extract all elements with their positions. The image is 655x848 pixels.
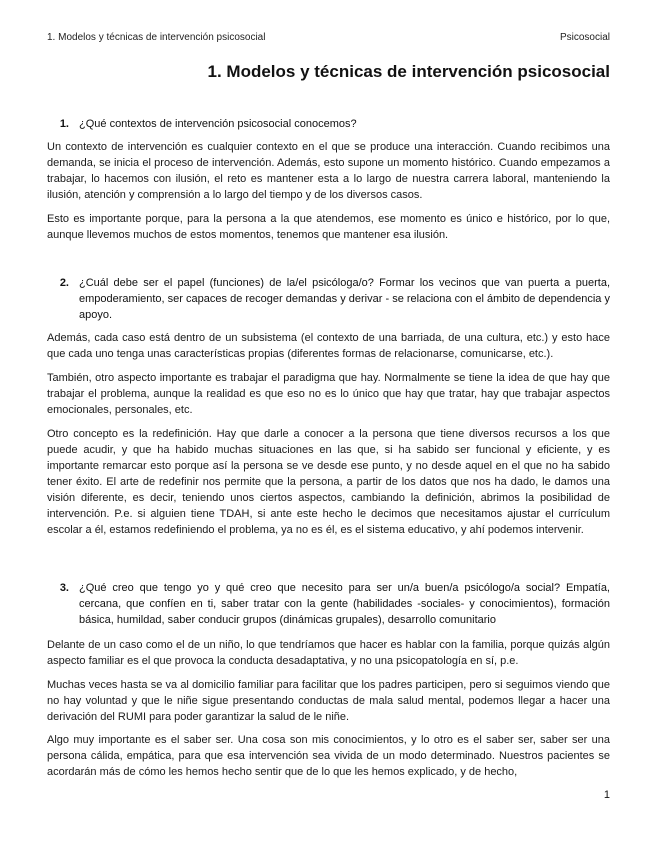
header-right: Psicosocial <box>559 32 610 43</box>
paragraph <box>47 637 610 669</box>
question-text: ¿Qué creo que tengo yo y qué creo que necesito para ser un/a buen/a psicólogo/a social? Empatía, cercana, que confíen en ti, saber tratar con la gente (habilidades -sociales- y conocimientos), formación básica, humildad, saber conducir grupos (dinámicas grupales), desarrollo comunitario <box>79 582 610 626</box>
paragraph-text: Otro concepto es la redefinición. Hay que darle a conocer a la persona que tiene diversos recursos a los que puede acudir, y que ha habido muchas situaciones en las que, si ha sabido ser funcional y eficiente, y es importante remarcar esto porque así la persona se ve desde ese punto, y no desde aquel en el que no ha sabido tener éxito. El arte de redefinir nos permite que la persona, a partir de los datos que nos ha dado, le damos una visión diferente, es decir, teniendo unos ciertos aspectos, cambiando la definición, abrimos la posibilidad de intervención. P.e. si alguien tiene TDAH, si ante este hecho le decimos que necesitamos ajustar el currículum escolar a él, estamos redefiniendo el problema, ya no es él, es el sistema educativo, y ahí podemos intervenir. <box>47 428 610 536</box>
page-number: 1 <box>603 789 610 801</box>
header-left: 1. Modelos y técnicas de intervención psicosocial <box>47 32 266 43</box>
paragraph <box>47 677 610 725</box>
section-number: 1. <box>59 118 69 130</box>
paragraph <box>47 370 610 418</box>
page-title: 1. Modelos y técnicas de intervención psicosocial <box>207 62 610 81</box>
paragraph <box>47 211 610 243</box>
paragraph-text: Un contexto de intervención es cualquier contexto en el que se produce una interacción. Cuando recibimos una demanda, se inicia el proceso de intervención. Además, esto supone un momento histórico. Cuando empezamos a trabajar, lo hacemos con ilusión, el reto es mantener esta a lo largo de nuestra carrera laboral, manteniendo la ilusión, atención y comprensión a lo largo del tiempo y de los diversos casos. <box>47 141 610 201</box>
paragraph-text: Delante de un caso como el de un niño, lo que tendríamos que hacer es hablar con la familia, porque quizás algún aspecto familiar es el que provoca la conducta desadaptativa, y no una psicopatología en sí, p.e. <box>47 639 610 667</box>
paragraph-text: Esto es importante porque, para la persona a la que atendemos, ese momento es único e histórico, por lo que, aunque llevemos muchos de estos momentos, tenemos que mantener esa ilusión. <box>47 213 610 241</box>
paragraph-text: Algo muy importante es el saber ser. Una cosa son mis conocimientos, y lo otro es el saber ser, saber ser una persona cálida, empática, para que esa intervención sea vivida de un modo determinado. Nuestros pacientes se acordarán más de cómo les hemos hecho sentir que de lo que les hemos explicado, y de hecho, <box>47 734 610 778</box>
paragraph <box>47 426 610 538</box>
section-number: 3. <box>59 582 69 594</box>
running-header <box>47 32 610 43</box>
paragraph <box>47 139 610 203</box>
question-text: ¿Cuál debe ser el papel (funciones) de la/el psicóloga/o? Formar los vecinos que van puerta a puerta, empoderamiento, ser capaces de recoger demandas y derivar - se relaciona con el ámbito de dependencia y apoyo. <box>79 277 610 321</box>
section-1-question <box>47 116 610 132</box>
paragraph <box>47 330 610 362</box>
paragraph-text: Además, cada caso está dentro de un subsistema (el contexto de una barriada, de una cultura, etc.) y esto hace que cada uno tenga unas características propias (diferentes formas de relacionarse, comunicarse, etc.). <box>47 332 610 360</box>
paragraph-text: Muchas veces hasta se va al domicilio familiar para facilitar que los padres participen, pero si seguimos viendo que no hay voluntad y que le niñe sigue presentando conductas de mala salud mental, podemos llegar a hacer una derivación del RUMI para poder garantizar la salud de le niñe. <box>47 679 610 723</box>
question-text: ¿Qué contextos de intervención psicosocial conocemos? <box>79 118 357 130</box>
paragraph <box>47 732 610 780</box>
section-3-question <box>47 580 610 628</box>
section-2-question <box>47 275 610 323</box>
paragraph-text: También, otro aspecto importante es trabajar el paradigma que hay. Normalmente se tiene la idea de que hay que trabajar el problema, aunque la realidad es que eso no es lo único que hay que tratar, hay que trabajar aspectos emocionales, personales, etc. <box>47 372 610 416</box>
section-number: 2. <box>59 277 69 289</box>
